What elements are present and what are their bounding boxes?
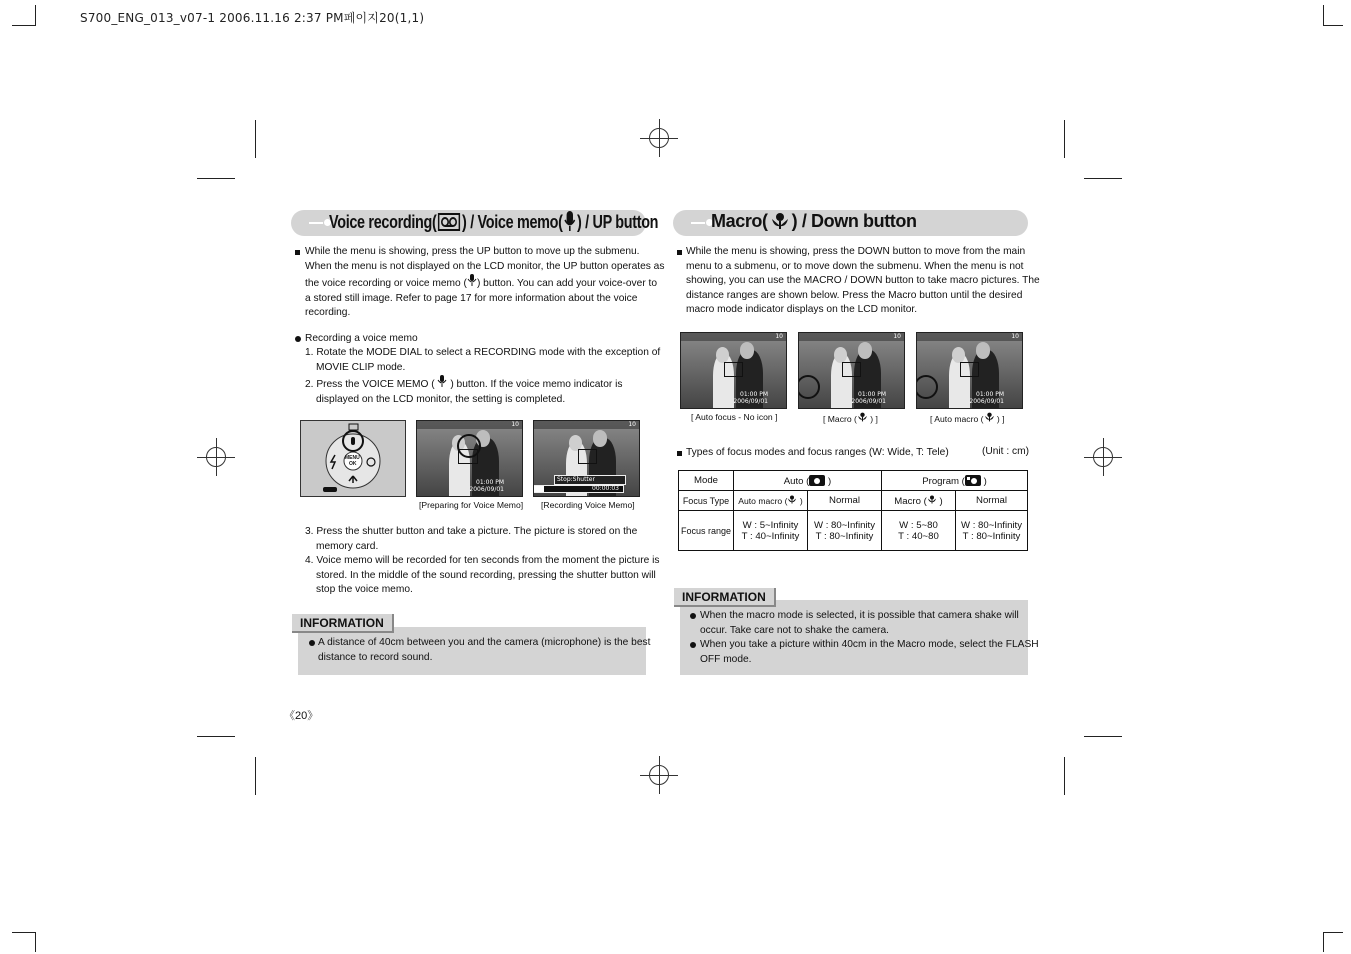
text-segment: Program ( — [922, 475, 965, 487]
auto-macro-icon — [984, 414, 995, 424]
text-segment: ) ] — [870, 414, 878, 424]
caption-recording: [Recording Voice Memo] — [541, 500, 635, 510]
recording-timer: 00:00:03 — [592, 485, 619, 492]
caption-auto-macro — [930, 412, 1005, 424]
types-line: Types of focus modes and focus ranges (W: Wide, T: Tele) — [686, 447, 949, 458]
text-line: When you take a picture within 40cm in the Macro mode, select the FLASH — [700, 639, 1039, 651]
left-steps-a — [305, 346, 660, 407]
microphone-icon — [437, 379, 447, 390]
focus-range-table — [678, 470, 1028, 551]
text-line: occur. Take care not to shake the camera. — [700, 624, 889, 636]
stop-shutter-label: Stop:Shutter — [557, 476, 595, 483]
text-line: When the macro mode is selected, it is possible that camera shake will — [700, 610, 1019, 621]
trim-mark — [255, 757, 256, 795]
title-part: Voice recording( — [329, 212, 437, 232]
trim-mark — [197, 178, 235, 179]
shot-count: 10 — [893, 333, 901, 340]
lcd-status-bar — [917, 333, 1022, 341]
recording-heading: Recording a voice memo — [305, 333, 418, 344]
shot-count: 10 — [628, 421, 636, 428]
text-segment: ) button. If the voice memo indicator is — [450, 379, 623, 391]
left-page-title — [329, 211, 658, 236]
left-info-text — [318, 636, 650, 665]
text-line: While the menu is showing, press the UP button to move up the submenu. — [305, 246, 640, 257]
caption-auto-focus: [ Auto focus - No icon ] — [691, 412, 778, 422]
text-line — [305, 274, 664, 292]
microphone-icon — [467, 278, 477, 289]
text-line: 4. Voice memo will be recorded for ten seconds from the moment the picture is — [305, 555, 660, 567]
text-segment: ) — [799, 496, 803, 506]
text-segment: 2. Press the VOICE MEMO ( — [305, 379, 435, 391]
text-segment: ) button. You can add your voice-over to — [476, 278, 658, 290]
bullet-dot — [295, 336, 301, 342]
table-row — [679, 511, 1028, 551]
crop-mark — [1323, 932, 1343, 933]
ok-label: OK — [349, 461, 357, 467]
page-number: 《20》 — [284, 710, 319, 722]
table-header-program — [882, 471, 1028, 491]
text-line: MOVIE CLIP mode. — [316, 361, 406, 373]
lcd-date: 2006/09/01 — [733, 398, 768, 405]
text-segment: Auto ( — [783, 475, 810, 487]
progress-fill — [533, 486, 544, 492]
text-line: distance ranges are shown below. Press the Macro button until the desired — [686, 289, 1023, 301]
bride-face — [952, 347, 966, 364]
range-tele: T : 80~Infinity — [815, 530, 874, 542]
recording-progress-bar — [533, 485, 624, 493]
focus-frame — [960, 362, 979, 377]
lcd-auto-macro — [916, 332, 1023, 409]
text-line: stored. In the middle of the sound recording, pressing the shutter button will — [316, 569, 656, 581]
crop-mark — [1323, 25, 1343, 26]
cell-normal-program: Normal — [956, 491, 1028, 511]
text-line: a stored still image. Refer to page 17 for more information about the voice — [305, 292, 638, 304]
text-segment: ) — [828, 475, 832, 487]
bullet-dot — [690, 613, 696, 619]
text-line: OFF mode. — [700, 653, 752, 665]
title-dash — [309, 222, 323, 224]
crop-mark — [35, 5, 36, 25]
text-line: 3. Press the shutter button and take a picture. The picture is stored on the — [305, 526, 638, 537]
microphone-icon — [564, 211, 575, 236]
lcd-status-bar — [799, 333, 904, 341]
text-line: displayed on the LCD monitor, the setting is completed. — [316, 393, 566, 405]
text-line: A distance of 40cm between you and the camera (microphone) is the best — [318, 637, 651, 648]
trim-mark — [1064, 120, 1065, 158]
crop-mark — [12, 932, 36, 933]
range-tele: T : 40~Infinity — [741, 530, 800, 542]
cell-auto-macro — [734, 491, 808, 511]
text-segment: Auto macro ( — [738, 496, 788, 506]
text-segment: ) — [983, 475, 987, 487]
lcd-time: 01:00 PM — [858, 391, 886, 398]
lcd-date: 2006/09/01 — [851, 398, 886, 405]
caption-macro — [823, 412, 878, 424]
control-pad-figure — [300, 420, 406, 497]
left-title-bar — [291, 210, 659, 236]
bride-face — [716, 347, 730, 364]
text-line: macro mode indicator displays on the LCD monitor. — [686, 304, 918, 316]
left-intro — [305, 245, 664, 321]
text-segment: ) ] — [996, 414, 1005, 424]
text-line — [305, 375, 660, 393]
range-program-normal — [956, 511, 1028, 551]
text-line: memory card. — [316, 540, 379, 552]
macro-flower-icon — [770, 212, 790, 235]
focus-frame — [842, 362, 861, 377]
text-line: distance to record sound. — [318, 651, 433, 663]
macro-flower-icon — [927, 496, 937, 507]
bullet-dot — [309, 640, 315, 646]
title-part: Macro( — [711, 211, 768, 231]
camera-program-icon — [965, 476, 981, 487]
registration-mark — [640, 119, 678, 157]
right-page-title — [711, 211, 917, 235]
stop-shutter-bar — [554, 475, 626, 485]
trim-mark — [1084, 178, 1122, 179]
crop-mark — [1323, 5, 1324, 25]
range-wide: W : 80~Infinity — [960, 519, 1023, 531]
right-info-text — [700, 609, 1039, 667]
table-label-focus-type: Focus Type — [679, 491, 734, 511]
text-line: When the menu is not displayed on the LCD monitor, the UP button operates as — [305, 260, 665, 272]
range-auto-normal — [808, 511, 882, 551]
crop-mark — [12, 25, 36, 26]
range-tele: T : 80~Infinity — [962, 530, 1021, 542]
title-part: ) / Down button — [791, 211, 917, 231]
groom-face — [593, 430, 608, 447]
cell-macro — [882, 491, 956, 511]
right-title-bar — [673, 210, 1028, 236]
text-segment: the voice recording or voice memo ( — [305, 278, 467, 290]
table-row — [679, 471, 1028, 491]
trim-mark — [197, 736, 235, 737]
text-segment: [ Auto macro ( — [930, 414, 984, 424]
registration-mark — [640, 756, 678, 794]
cell-normal-auto: Normal — [808, 491, 882, 511]
text-line: showing, you can use the MACRO / DOWN button to take macro pictures. The — [686, 275, 1040, 287]
lcd-preparing-voice-memo — [416, 420, 523, 497]
table-row — [679, 491, 1028, 511]
lcd-status-bar — [534, 421, 639, 429]
voice-memo-indicator-highlight — [457, 434, 481, 458]
title-part: ) / UP button — [577, 212, 659, 232]
lcd-date: 2006/09/01 — [469, 486, 504, 493]
range-auto-macro — [734, 511, 808, 551]
trim-mark — [1064, 757, 1065, 795]
range-wide: W : 80~Infinity — [813, 519, 876, 531]
trim-mark — [255, 120, 256, 158]
groom-face — [858, 342, 873, 359]
focus-frame — [578, 449, 597, 464]
focus-frame — [724, 362, 743, 377]
range-wide: W : 5~80 — [899, 519, 938, 531]
text-segment: [ Macro ( — [823, 414, 857, 424]
table-label-focus-range: Focus range — [679, 511, 734, 551]
table-header-mode: Mode — [679, 471, 734, 491]
text-line: recording. — [305, 307, 351, 319]
lcd-time: 01:00 PM — [740, 391, 768, 398]
range-program-macro — [882, 511, 956, 551]
title-dash — [691, 222, 705, 224]
lcd-date: 2006/09/01 — [969, 398, 1004, 405]
table-header-auto — [734, 471, 882, 491]
registration-mark — [1084, 438, 1122, 476]
menu-label: MENU — [345, 455, 360, 461]
bullet-square — [677, 451, 682, 456]
left-steps-b — [305, 525, 659, 598]
text-line: 1. Rotate the MODE DIAL to select a RECORDING mode with the exception of — [305, 347, 661, 358]
bullet-square — [295, 250, 300, 255]
shot-count: 10 — [1011, 333, 1019, 340]
groom-face — [740, 342, 755, 359]
macro-flower-icon — [857, 414, 868, 424]
registration-mark — [197, 438, 235, 476]
shot-count: 10 — [775, 333, 783, 340]
left-info-label: INFORMATION — [292, 614, 394, 633]
text-line: While the menu is showing, press the DOWN button to move from the main — [686, 246, 1026, 257]
file-header: S700_ENG_013_v07-1 2006.11.16 2:37 PM페이지20(1,1) — [80, 11, 425, 25]
right-info-label: INFORMATION — [674, 588, 776, 607]
title-part: ) / Voice memo( — [462, 212, 563, 232]
bullet-square — [677, 250, 682, 255]
bullet-dot — [690, 642, 696, 648]
lcd-time: 01:00 PM — [476, 479, 504, 486]
camera-auto-icon — [809, 476, 825, 487]
bride-face — [834, 347, 848, 364]
trim-mark — [1084, 736, 1122, 737]
lcd-status-bar — [417, 421, 522, 429]
lcd-auto-focus — [680, 332, 787, 409]
unit-label: (Unit : cm) — [982, 446, 1029, 457]
text-line: stop the voice memo. — [316, 584, 413, 596]
text-line: menu to a submenu, or to move down the submenu. When the menu is not — [686, 260, 1024, 272]
crop-mark — [35, 932, 36, 952]
shot-count: 10 — [511, 421, 519, 428]
lcd-status-bar — [681, 333, 786, 341]
right-intro — [686, 245, 1040, 318]
lcd-macro — [798, 332, 905, 409]
range-tele: T : 40~80 — [898, 530, 939, 542]
range-wide: W : 5~Infinity — [742, 519, 799, 531]
auto-macro-icon — [787, 496, 797, 506]
voice-recording-icon — [438, 213, 460, 236]
crop-mark — [1323, 932, 1324, 952]
lcd-time: 01:00 PM — [976, 391, 1004, 398]
text-segment: ) — [939, 495, 943, 507]
lcd-recording-voice-memo — [533, 420, 640, 497]
text-segment: Macro ( — [894, 495, 927, 507]
caption-preparing: [Preparing for Voice Memo] — [419, 500, 524, 510]
groom-face — [976, 342, 991, 359]
